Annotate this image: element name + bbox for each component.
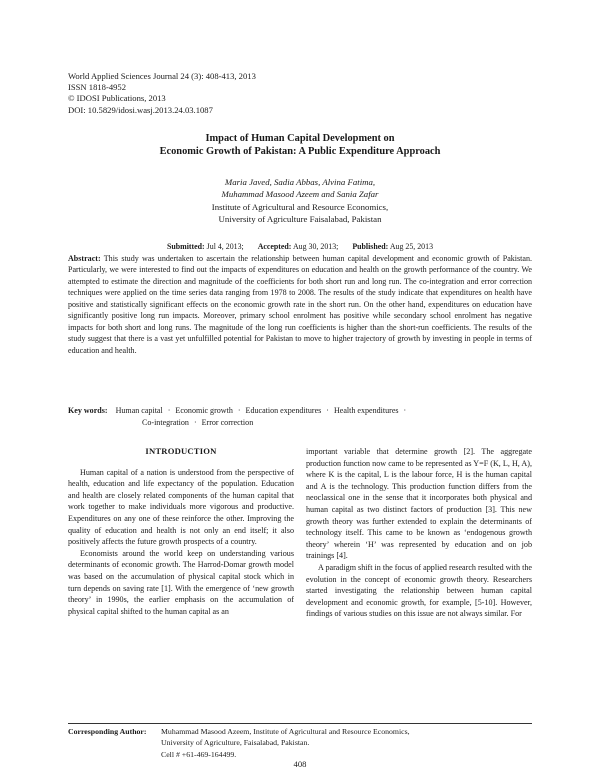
keyword-item: Human capital bbox=[115, 406, 163, 415]
abstract-label: Abstract: bbox=[68, 254, 101, 263]
affiliation-line-1: Institute of Agricultural and Resource Economics, bbox=[211, 202, 389, 212]
affiliation-line-2: University of Agriculture Faisalabad, Pakistan bbox=[218, 214, 382, 225]
paragraph: Economists around the world keep on understanding various determinants of economic growth. The Harrod-Domar growth model was based on the accumulation of physical capital stock which in turn depends on saving rate [1]. With the emergence of ‘new growth theory’ in 1990s, the earlier emphasis on the accumulation of physical capital shifted to the human capital as an bbox=[68, 548, 294, 616]
paragraph: A paradigm shift in the focus of applied research resulted with the evolution in the concept of economic growth theory. Researchers started investigating the relationship between human capital development and economic growth, for example, [5-10]. However, findings of various studies on this issue are not always similar. For bbox=[306, 562, 532, 619]
keyword-item: Co-integration bbox=[142, 418, 189, 427]
corresponding-author-details bbox=[161, 726, 410, 760]
accepted-date: Aug 30, 2013; bbox=[292, 242, 339, 251]
paragraph: important variable that determine growth [2]. The aggregate production function now came to be represented as Y=F (K, L, H, A), where K is the capital, L is the labour force, H is the human capital and A is the technology. This production function differs from the neoclassical one in the sense that it incorporates both physical and human capital as two distinct factors of production [3]. This new growth theory was further extended to explain the determinants of technology itself. This came to be known as ‘endogenous growth theory’ wherein ‘H’ was represented by education and on job trainings [4]. bbox=[306, 447, 532, 561]
body-column-right bbox=[306, 446, 532, 620]
corresponding-line-3: Cell # +61-469-164499. bbox=[161, 749, 237, 759]
authors-line-2: Muhammad Masood Azeem and Sania Zafar bbox=[221, 189, 379, 200]
keyword-item: Economic growth bbox=[175, 406, 233, 415]
keyword-item: Health expenditures bbox=[333, 406, 399, 415]
submitted-label: Submitted: bbox=[166, 242, 205, 251]
corresponding-line-1: Muhammad Masood Azeem, Institute of Agricultural and Resource Economics, bbox=[161, 727, 410, 736]
keyword-item: Education expenditures bbox=[245, 406, 322, 415]
keywords-label: Key words: bbox=[68, 406, 108, 415]
title-line-2: Economic Growth of Pakistan: A Public Expenditure Approach bbox=[159, 146, 441, 157]
body-column-left bbox=[68, 446, 294, 617]
author-list bbox=[68, 176, 532, 201]
paragraph: Human capital of a nation is understood from the perspective of health, education and life expectancy of the population. Education and health are closely related components of the human capital that work together to make individuals more vigorous and productive. Expenditures on any one of these reinforce the other. Improving the quality of education and health is not only an end itself; it also positively affects the future growth prospects of a country. bbox=[68, 467, 294, 547]
authors-line-1: Maria Javed, Sadia Abbas, Alvina Fatima, bbox=[224, 177, 376, 187]
keywords: Key words: Human capital · Economic growth · Education expenditures · Health expenditures · Co-integration · Error correction bbox=[68, 406, 407, 427]
published-label: Published: bbox=[352, 242, 389, 251]
title-line-1: Impact of Human Capital Development on bbox=[205, 133, 395, 144]
journal-doi: DOI: 10.5829/idosi.wasj.2013.24.03.1087 bbox=[68, 104, 213, 115]
keyword-item: Error correction bbox=[201, 418, 254, 427]
corresponding-line-2: University of Agriculture, Faisalabad, Pakistan. bbox=[161, 738, 310, 748]
page-number: 408 bbox=[293, 759, 307, 769]
accepted-label: Accepted: bbox=[257, 242, 292, 251]
paper-title bbox=[68, 132, 532, 158]
journal-copyright: © IDOSI Publications, 2013 bbox=[68, 93, 166, 104]
section-heading-introduction: INTRODUCTION bbox=[145, 446, 217, 456]
corresponding-author-label: Corresponding Author: bbox=[68, 727, 147, 736]
abstract bbox=[68, 253, 532, 356]
affiliation bbox=[68, 201, 532, 226]
published-date: Aug 25, 2013 bbox=[389, 242, 434, 251]
journal-issn: ISSN 1818-4952 bbox=[68, 82, 127, 93]
footnote-divider bbox=[68, 723, 532, 724]
abstract-text: This study was undertaken to ascertain the relationship between human capital development and economic growth of Pakistan. Particularly, we were interested to find out the impacts of expenditures on education and health on the growth performance of the country. We attempted to estimate the direction and magnitude of the coefficients for both short run and long run. The co-integration and error correction techniques were applied on the time series data ranging from 1978 to 2008. The results of the study indicate that expenditures on health have positive and statistically significant effects on the economic growth rate in the short run. On the other hand, expenditures on education have significantly positive long run impacts. Moreover, primary school enrolment has positive while secondary school enrolment has negative impacts for both short and long runs. The magnitude of the long run coefficients is higher than the short-run coefficients. The results of the study suggest that there is a vast yet unfulfilled potential for Pakistan to move to higher trajectory of growth by investing in people in terms of education and health. bbox=[68, 254, 532, 355]
journal-header bbox=[68, 71, 256, 116]
submitted-date: Jul 4, 2013; bbox=[206, 242, 244, 251]
publication-dates bbox=[68, 242, 532, 251]
journal-citation: World Applied Sciences Journal 24 (3): 408-413, 2013 bbox=[68, 71, 256, 81]
